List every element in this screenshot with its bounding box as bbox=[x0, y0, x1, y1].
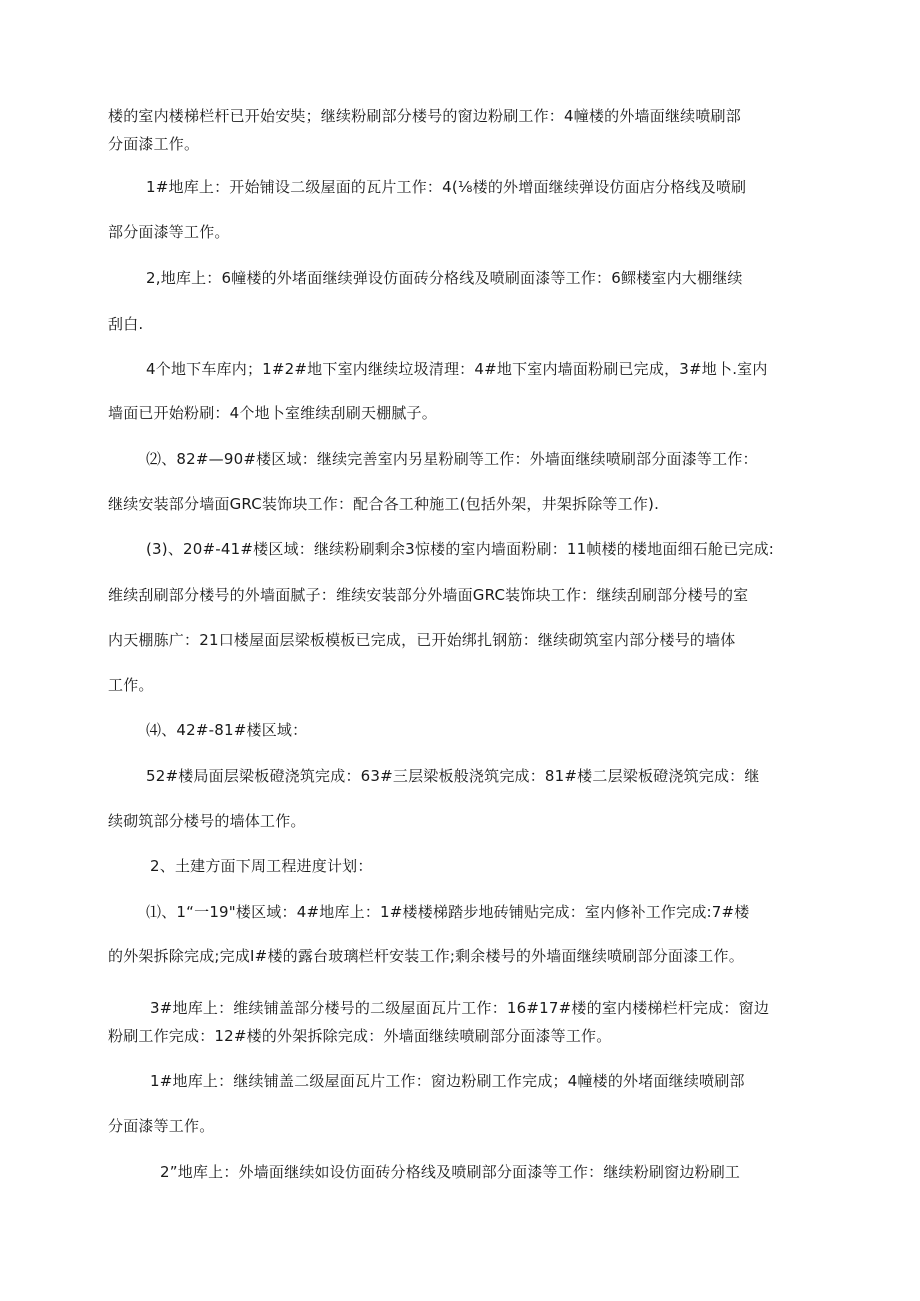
text-line: 内天棚胨广：21口楼屋面层梁板模板已完成，已开始绑扎钢筋：继续砌筑室内部分楼号的墙体 bbox=[108, 631, 736, 649]
text-line: 继续安装部分墙面GRC装饰块工作：配合各工种施工(包括外架，井架拆除等工作). bbox=[108, 495, 660, 513]
text-line: 分面漆工作。 bbox=[108, 135, 200, 153]
text-line: 粉刷工作完成：12#楼的外架拆除完成：外墙面继续喷刷部分面漆等工作。 bbox=[108, 1027, 612, 1045]
text-line: (3)、20#-41#楼区域：继续粉刷剩余3惊楼的室内墙面粉刷：11帧楼的楼地面细石舱已完成: bbox=[146, 540, 775, 558]
text-line: 工作。 bbox=[108, 676, 154, 694]
text-line: 分面漆等工作。 bbox=[108, 1117, 215, 1135]
text-line: 2、土建方面下周工程进度计划： bbox=[150, 857, 373, 875]
text-line: 楼的室内楼梯栏杆已开始安奘；继续粉刷部分楼号的窗边粉刷工作：4幢楼的外墙面继续喷刷部 bbox=[108, 107, 741, 125]
text-line: 墙面已开始粉刷：4个地卜室维续刮刷天棚腻子。 bbox=[108, 404, 437, 422]
text-line: 1#地库上：继续铺盖二级屋面瓦片工作：窗边粉刷工作完成；4幢楼的外堵面继续喷刷部 bbox=[150, 1072, 745, 1090]
text-line: 维续刮刷部分楼号的外墙面腻子：维续安装部分外墙面GRC装饰块工作：继续刮刷部分楼号的室 bbox=[108, 586, 749, 604]
text-line: 52#楼局面层梁板磴浇筑完成：63#三层梁板般浇筑完成：81#楼二层梁板磴浇筑完成：继 bbox=[146, 767, 760, 785]
text-line: 4个地下车库内；1#2#地下室内继续垃圾清理：4#地下室内墙面粉刷已完成，3#地卜.室内 bbox=[146, 360, 768, 378]
text-line: ⑴、1“一19"楼区域：4#地库上：1#楼楼梯踏步地砖铺贴完成：室内修补工作完成:7#楼 bbox=[146, 903, 750, 921]
text-line: 2”地库上：外墙面继续如设仿面砖分格线及喷刷部分面漆等工作：继续粉刷窗边粉刷工 bbox=[160, 1163, 741, 1181]
text-line: 3#地库上：维续铺盖部分楼号的二级屋面瓦片工作：16#17#楼的室内楼梯栏杆完成：窗边 bbox=[150, 999, 770, 1017]
text-line: 2,地库上：6幢楼的外堵面继续弹设仿面砖分格线及喷刷面漆等工作：6鳏楼室内大棚继续 bbox=[146, 269, 743, 287]
text-line: ⑷、42#-81#楼区域： bbox=[146, 721, 308, 739]
text-line: 的外架拆除完成;完成I#楼的露台玻璃栏杆安装工作;剩余楼号的外墙面继续喷刷部分面漆工作。 bbox=[108, 947, 744, 965]
text-line: 刮白. bbox=[108, 315, 144, 333]
text-line: ⑵、82#—90#楼区域：继续完善室内另星粉刷等工作：外墙面继续喷刷部分面漆等工作： bbox=[146, 450, 758, 468]
text-line: 续砌筑部分楼号的墙体工作。 bbox=[108, 812, 306, 830]
text-line: 部分面漆等工作。 bbox=[108, 223, 230, 241]
text-line: 1#地库上：开始铺设二级屋面的瓦片工作：4(⅛楼的外增面继续弹设仿面店分格线及喷刷 bbox=[146, 178, 747, 196]
